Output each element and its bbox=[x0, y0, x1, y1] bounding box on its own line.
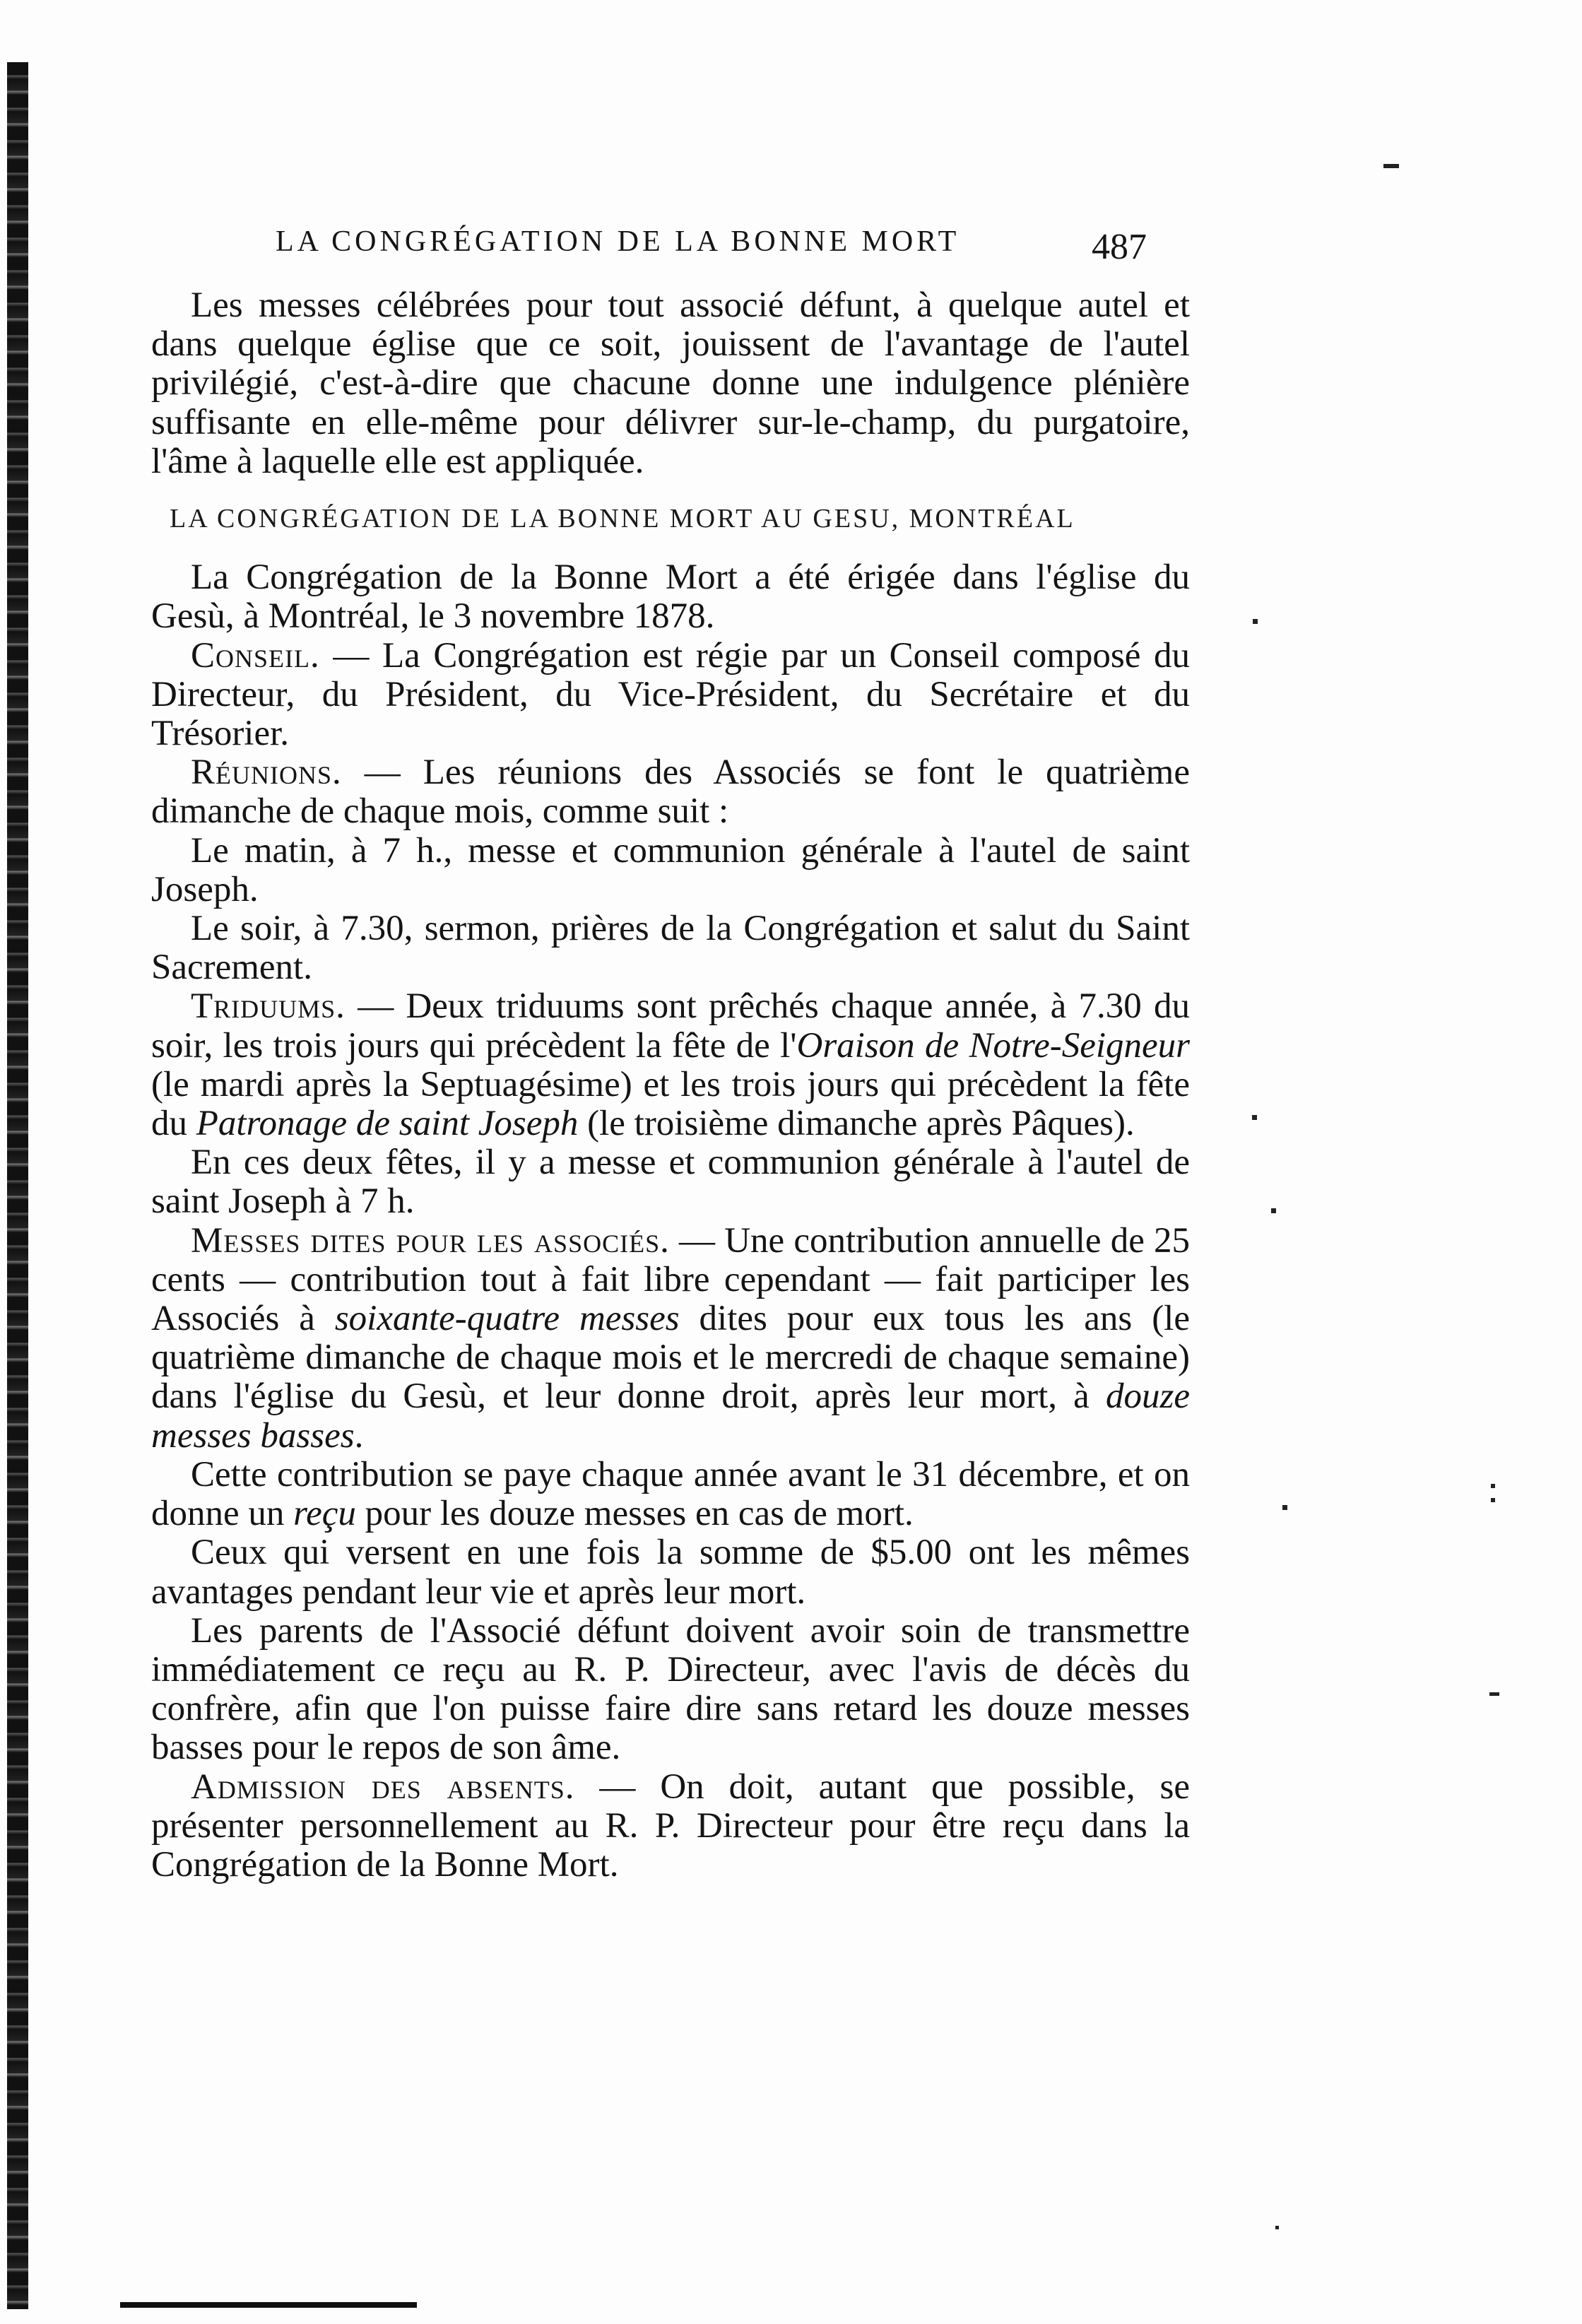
margin-mark bbox=[1253, 619, 1258, 624]
margin-mark bbox=[1489, 1692, 1499, 1696]
contribution-text-a: Cette contribution se paye chaque année avant le 31 décembre, et on donne un bbox=[151, 1454, 1190, 1534]
messes-text-b: dites pour eux tous les ans (le quatrième dimanche de chaque mois et le mercredi de chaque semaine) dans l'église du Gesù, et leur donne droit, après leur mort, à bbox=[151, 1299, 1190, 1417]
reunions-label: Réunions. bbox=[191, 753, 342, 793]
messes-text-a: — Une contribution annuelle de 25 cents — contribution tout à fait libre cependant — fait participer les Associés à bbox=[151, 1220, 1190, 1339]
admission-label: Admission des absents. bbox=[191, 1766, 575, 1807]
paragraph-erection: La Congrégation de la Bonne Mort a été érigée dans l'église du Gesù, à Montréal, le 3 novembre 1878. bbox=[151, 558, 1190, 637]
messes-label: Messes dites pour les associés. bbox=[191, 1220, 670, 1261]
triduums-text-b: (le mardi après la Septuagésime) et les trois jours qui précèdent la fête du bbox=[151, 1064, 1190, 1144]
patronage-title: Patronage de saint Joseph bbox=[196, 1104, 579, 1144]
page-number: 487 bbox=[1092, 227, 1147, 267]
triduums-label: Triduums. bbox=[191, 986, 346, 1027]
section-heading: LA CONGRÉGATION DE LA BONNE MORT AU GESU, MONTRÉAL bbox=[170, 504, 1075, 534]
admission-text: — On doit, autant que possible, se présenter personnellement au R. P. Directeur pour être reçu dans la Congrégation de la Bonne Mort. bbox=[151, 1766, 1190, 1884]
paragraph-soir: Le soir, à 7.30, sermon, prières de la Congrégation et salut du Saint Sacrement. bbox=[151, 909, 1190, 988]
margin-mark bbox=[1252, 1115, 1257, 1120]
douze-messes-basses: douze messes basses bbox=[151, 1376, 1190, 1456]
paragraph-messes-celebrees: Les messes célébrées pour tout associé défunt, à quelque autel et dans quelque église que ce soit, jouissent de l'avantage de l'autel privilégié, c'est-à-dire que chacune donne une indulgence plénière suffisante en elle-même pour délivrer sur-le-champ, du purgatoire, l'âme à laquelle elle est appliquée. bbox=[151, 285, 1190, 481]
paragraph-versent: Ceux qui versent en une fois la somme de $5.00 ont les mêmes avantages pendant leur vie et après leur mort. bbox=[151, 1533, 1190, 1612]
reunions-text: — Les réunions des Associés se font le quatrième dimanche de chaque mois, comme suit : bbox=[151, 753, 1190, 832]
contribution-text-b: pour les douze messes en cas de mort. bbox=[355, 1494, 914, 1534]
oraison-title: Oraison de Notre-Seigneur bbox=[796, 1025, 1190, 1066]
paragraph-parents: Les parents de l'Associé défunt doivent avoir soin de transmettre immédiatement ce reçu au R. P. Directeur, avec l'avis de décès du confrère, afin que l'on puisse faire dire sans retard les douze messes basses pour le repos de son âme. bbox=[151, 1610, 1190, 1768]
recu-word: reçu bbox=[293, 1494, 356, 1534]
margin-mark bbox=[1383, 164, 1399, 168]
conseil-label: Conseil. bbox=[191, 635, 320, 676]
margin-mark bbox=[1491, 1484, 1495, 1488]
bottom-edge-mark bbox=[120, 2302, 417, 2308]
page-body bbox=[151, 286, 1190, 1884]
margin-mark bbox=[1271, 1208, 1276, 1213]
soixante-quatre-messes: soixante-quatre messes bbox=[334, 1299, 680, 1339]
paragraph-fetes: En ces deux fêtes, il y a messe et communion générale à l'autel de saint Joseph à 7 h. bbox=[151, 1143, 1190, 1222]
paragraph-reunions bbox=[151, 753, 1190, 831]
margin-mark bbox=[1275, 2226, 1279, 2229]
running-head: LA CONGRÉGATION DE LA BONNE MORT bbox=[276, 225, 960, 258]
triduums-text-a: — Deux triduums sont prêchés chaque année, à 7.30 du soir, les trois jours qui précèdent la fête de l' bbox=[151, 986, 1190, 1066]
margin-mark bbox=[1282, 1505, 1287, 1510]
paragraph-matin: Le matin, à 7 h., messe et communion générale à l'autel de saint Joseph. bbox=[151, 830, 1190, 909]
triduums-text-c: (le troisième dimanche après Pâques). bbox=[578, 1104, 1135, 1144]
binding-edge bbox=[7, 62, 28, 2309]
paragraph-conseil bbox=[151, 637, 1190, 754]
paragraph-contribution bbox=[151, 1456, 1190, 1533]
paragraph-messes-dites bbox=[151, 1222, 1190, 1456]
paragraph-triduums bbox=[151, 987, 1190, 1143]
messes-text-c: . bbox=[354, 1415, 364, 1456]
margin-mark bbox=[1491, 1498, 1495, 1502]
paragraph-admission bbox=[151, 1768, 1190, 1885]
page-header bbox=[0, 212, 1582, 276]
conseil-text: — La Congrégation est régie par un Conseil composé du Directeur, du Président, du Vice-Président, du Secrétaire et du Trésorier. bbox=[151, 635, 1190, 754]
